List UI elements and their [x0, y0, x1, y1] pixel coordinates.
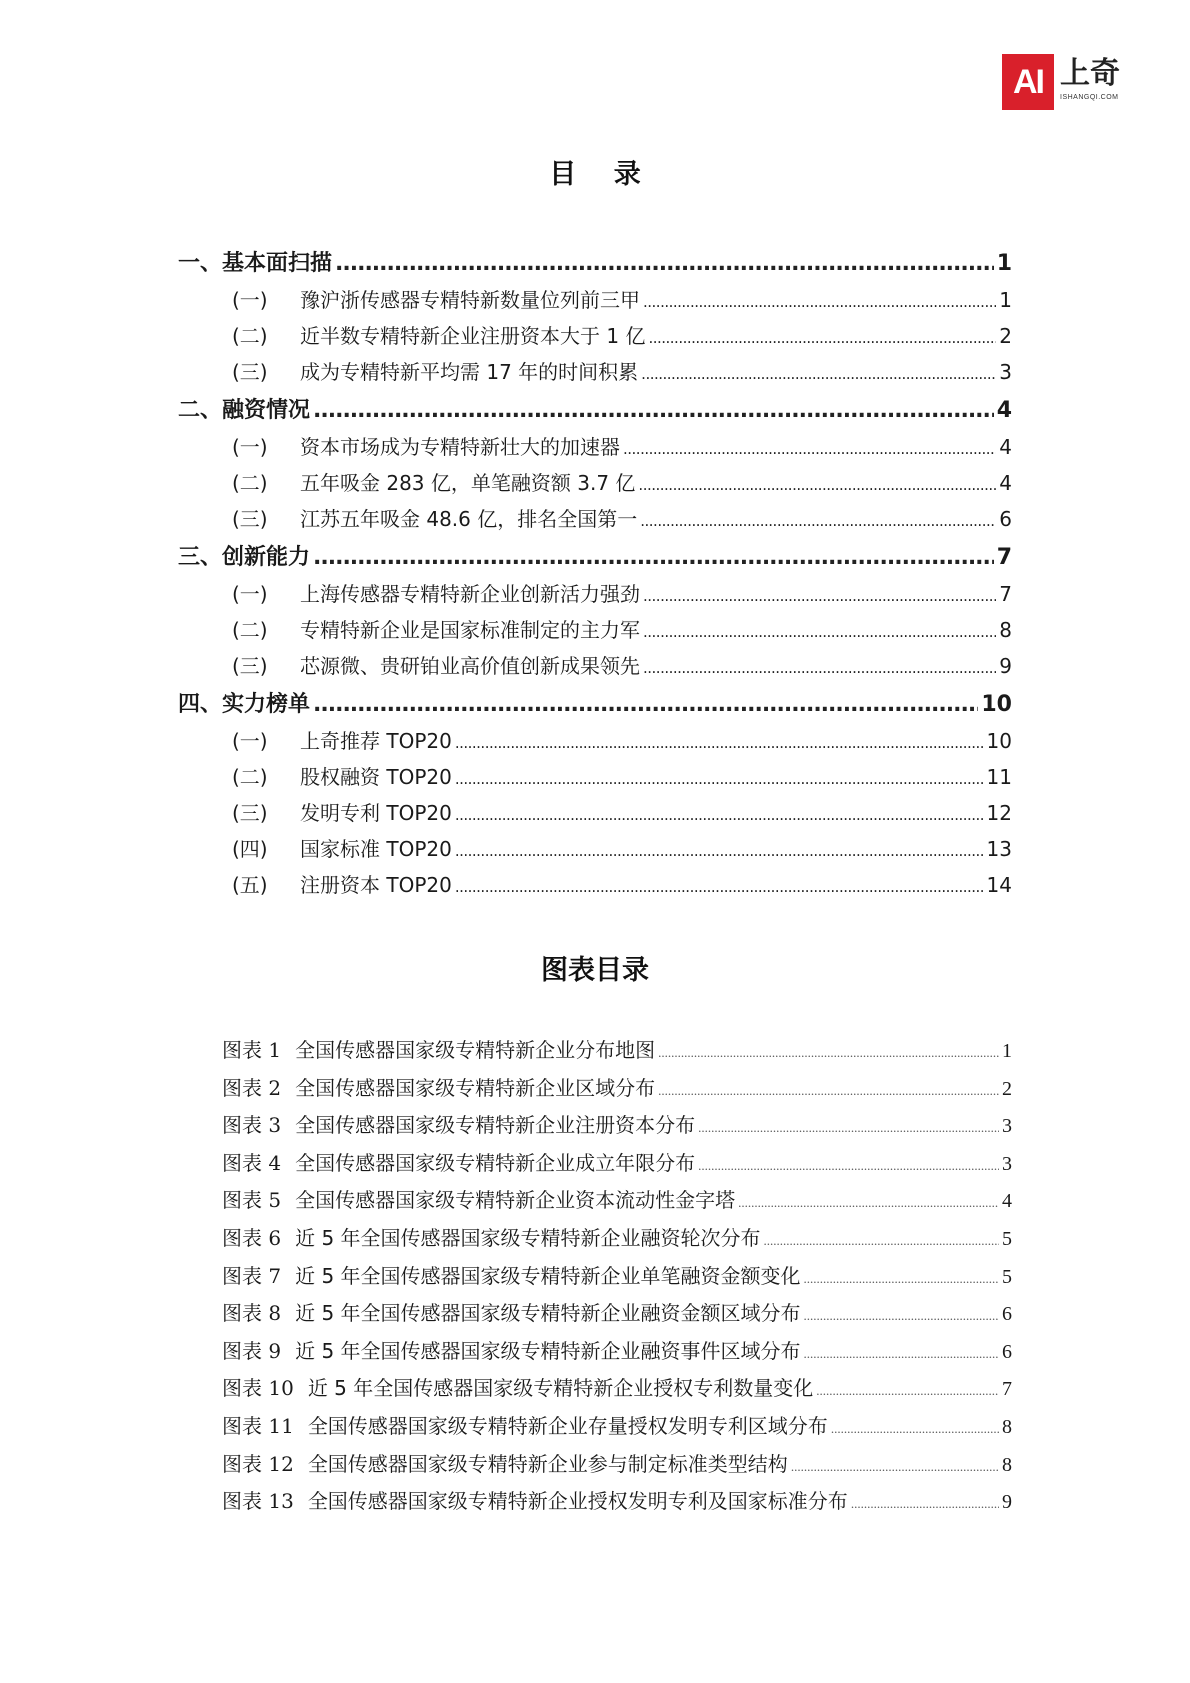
page-number: 4 — [999, 435, 1012, 459]
dot-leader — [455, 878, 984, 896]
toc-subsection-label — [232, 833, 452, 862]
toc-subsection-number: (一) — [232, 288, 268, 312]
toc-subsection-title: 成为专精特新平均需 17 年的时间积累 — [300, 360, 639, 384]
toc-subsection-number: (一) — [232, 729, 268, 753]
toc-section-title: 三、创新能力 — [178, 545, 311, 570]
dot-leader — [851, 1496, 999, 1512]
figure-number: 图表 10 — [222, 1376, 294, 1401]
toc-subsection-title: 豫沪浙传感器专精特新数量位列前三甲 — [300, 288, 640, 312]
dot-leader — [313, 398, 994, 423]
figure-link[interactable] — [222, 1372, 1012, 1408]
page-number: 8 — [1002, 1453, 1012, 1476]
figure-title: 全国传感器国家级专精特新企业存量授权发明专利区域分布 — [307, 1414, 828, 1438]
figure-number: 图表 7 — [222, 1263, 282, 1288]
figure-number: 图表 12 — [222, 1451, 294, 1476]
dot-leader — [764, 1233, 999, 1249]
toc-subsection-label — [232, 614, 640, 643]
toc-subsection-label — [232, 797, 452, 826]
figure-link[interactable] — [222, 1297, 1012, 1333]
toc-subsection-number: (三) — [232, 360, 268, 384]
toc-subsection-label — [232, 578, 640, 607]
toc-subsection-number: (五) — [232, 873, 268, 897]
toc-subsection-link[interactable] — [232, 797, 1012, 833]
figure-link[interactable] — [222, 1184, 1012, 1220]
figure-number: 图表 6 — [222, 1226, 282, 1250]
dot-leader — [623, 440, 996, 458]
page-number: 6 — [1002, 1303, 1012, 1326]
toc-subsection-label — [232, 503, 637, 532]
toc-subsection-title: 专精特新企业是国家标准制定的主力军 — [300, 618, 640, 642]
toc-subsection-number: (二) — [232, 324, 268, 348]
page-number: 10 — [981, 692, 1012, 717]
figure-label — [222, 1410, 828, 1439]
page-number: 7 — [999, 582, 1012, 606]
dot-leader — [698, 1120, 999, 1136]
figure-label — [222, 1109, 695, 1138]
page-number: 10 — [986, 729, 1012, 753]
figure-title: 近 5 年全国传感器国家级专精特新企业授权专利数量变化 — [307, 1376, 814, 1401]
figure-label — [222, 1072, 655, 1101]
page-number: 1 — [999, 288, 1012, 312]
dot-leader — [804, 1271, 999, 1287]
dot-leader — [658, 1083, 999, 1099]
figure-link[interactable] — [222, 1335, 1012, 1371]
toc-subsection-title: 国家标准 TOP20 — [300, 837, 452, 861]
dot-leader — [643, 587, 996, 605]
figure-title: 全国传感器国家级专精特新企业资本流动性金字塔 — [295, 1188, 736, 1213]
figure-title: 全国传感器国家级专精特新企业成立年限分布 — [295, 1150, 696, 1175]
page-number: 3 — [1002, 1152, 1012, 1175]
figure-link[interactable] — [222, 1109, 1012, 1145]
toc-subsection-label — [232, 725, 452, 754]
figure-link[interactable] — [222, 1485, 1012, 1521]
page-number: 6 — [999, 507, 1012, 531]
page-number: 1 — [996, 251, 1012, 276]
page-number: 7 — [1002, 1378, 1012, 1401]
toc-subsection-title: 注册资本 TOP20 — [300, 873, 452, 897]
brand-logo — [1002, 54, 1122, 110]
dot-leader — [641, 365, 996, 383]
dot-leader — [804, 1346, 999, 1362]
figure-label — [222, 1222, 761, 1251]
toc-subsection-number: (二) — [232, 618, 268, 642]
toc-subsection-title: 上奇推荐 TOP20 — [300, 729, 452, 753]
figure-title: 近 5 年全国传感器国家级专精特新企业融资金额区域分布 — [295, 1301, 801, 1326]
figure-label — [222, 1485, 848, 1514]
dot-leader — [455, 734, 984, 752]
figure-number: 图表 1 — [222, 1038, 282, 1062]
figure-title: 近 5 年全国传感器国家级专精特新企业单笔融资金额变化 — [295, 1263, 801, 1288]
toc-subsection-label — [232, 320, 645, 349]
figure-number: 图表 4 — [222, 1150, 282, 1175]
toc-subsection-link[interactable] — [232, 578, 1012, 614]
dot-leader — [643, 623, 996, 641]
toc-section-link[interactable] — [178, 246, 1012, 284]
page-number: 9 — [999, 654, 1012, 678]
toc-subsection-link[interactable] — [232, 356, 1012, 392]
figure-label — [222, 1448, 788, 1477]
figure-number: 图表 5 — [222, 1188, 282, 1213]
toc-subsection-label — [232, 650, 640, 679]
dot-leader — [698, 1158, 999, 1174]
figure-label — [222, 1372, 813, 1401]
toc-subsection-number: (四) — [232, 837, 268, 861]
dot-leader — [455, 842, 984, 860]
toc-subsection-label — [232, 431, 620, 460]
page-number: 14 — [986, 873, 1012, 897]
figure-label — [222, 1147, 695, 1176]
page-number: 4 — [1002, 1190, 1012, 1213]
toc-subsection-number: (三) — [232, 507, 268, 531]
toc-subsection-link[interactable] — [232, 467, 1012, 503]
toc-subsection-number: (一) — [232, 435, 268, 459]
toc-subsection-label — [232, 761, 452, 790]
figure-title: 全国传感器国家级专精特新企业授权发明专利及国家标准分布 — [307, 1489, 848, 1514]
dot-leader — [648, 329, 996, 347]
dot-leader — [643, 659, 996, 677]
figure-title: 近 5 年全国传感器国家级专精特新企业融资轮次分布 — [295, 1226, 761, 1250]
toc-subsection-title: 上海传感器专精特新企业创新活力强劲 — [300, 582, 640, 606]
toc-subsection-label — [232, 356, 638, 385]
page-number: 1 — [1002, 1040, 1012, 1062]
toc-section-link[interactable] — [178, 393, 1012, 431]
figure-link[interactable] — [222, 1222, 1012, 1258]
page-number: 6 — [1002, 1340, 1012, 1363]
page-number: 2 — [999, 324, 1012, 348]
page-number: 5 — [1002, 1228, 1012, 1250]
toc-subsection-title: 芯源微、贵研铂业高价值创新成果领先 — [300, 654, 640, 678]
logo-name: 上奇 — [1060, 56, 1120, 91]
dot-leader — [831, 1421, 999, 1437]
figure-label — [222, 1184, 735, 1213]
page-number: 8 — [999, 618, 1012, 642]
dot-leader — [738, 1195, 999, 1211]
figure-link[interactable] — [222, 1072, 1012, 1108]
toc-subsection-label — [232, 467, 635, 496]
toc-subsection-link[interactable] — [232, 650, 1012, 686]
toc-subsection-title: 资本市场成为专精特新壮大的加速器 — [300, 435, 620, 459]
figure-number: 图表 3 — [222, 1113, 282, 1138]
toc-subsection-label — [232, 284, 640, 313]
figure-label — [222, 1260, 801, 1289]
figure-link[interactable] — [222, 1034, 1012, 1070]
dot-leader — [313, 545, 994, 570]
figure-label — [222, 1297, 801, 1326]
toc-subsection-link[interactable] — [232, 761, 1012, 797]
toc-subsection-link[interactable] — [232, 833, 1012, 869]
figure-link[interactable] — [222, 1147, 1012, 1183]
toc-subsection-title: 五年吸金 283 亿，单笔融资额 3.7 亿 — [300, 471, 636, 495]
toc-subsection-link[interactable] — [232, 320, 1012, 356]
page-number: 13 — [986, 837, 1012, 861]
toc-subsection-link[interactable] — [232, 869, 1012, 905]
toc-section-title: 一、基本面扫描 — [178, 251, 333, 276]
dot-leader — [335, 251, 994, 276]
figure-label — [222, 1034, 655, 1063]
figure-link[interactable] — [222, 1410, 1012, 1446]
page-number: 7 — [996, 545, 1012, 570]
logo-mark: AI — [1002, 54, 1054, 110]
toc-subsection-number: (三) — [232, 654, 268, 678]
toc-section-title: 四、实力榜单 — [178, 692, 311, 717]
toc-section-link[interactable] — [178, 687, 1012, 725]
figure-title: 近 5 年全国传感器国家级专精特新企业融资事件区域分布 — [295, 1338, 801, 1363]
dot-leader — [658, 1045, 999, 1061]
toc-subsection-link[interactable] — [232, 503, 1012, 539]
toc-subsection-number: (一) — [232, 582, 268, 606]
toc-subsection-number: (二) — [232, 765, 268, 789]
toc-section-link[interactable] — [178, 540, 1012, 578]
toc-subsection-link[interactable] — [232, 725, 1012, 761]
figure-list-title: 图表目录 — [541, 955, 649, 986]
figure-number: 图表 9 — [222, 1338, 282, 1363]
dot-leader — [816, 1383, 999, 1399]
toc-subsection-title: 江苏五年吸金 48.6 亿，排名全国第一 — [300, 507, 638, 531]
figure-link[interactable] — [222, 1260, 1012, 1296]
toc-subsection-label — [232, 869, 452, 898]
page-number: 2 — [1002, 1077, 1012, 1100]
page-number: 5 — [1002, 1265, 1012, 1288]
figure-number: 图表 13 — [222, 1489, 294, 1514]
toc-subsection-title: 近半数专精特新企业注册资本大于 1 亿 — [300, 324, 646, 348]
dot-leader — [638, 476, 996, 494]
page-number: 11 — [986, 765, 1012, 789]
figure-label — [222, 1335, 801, 1364]
dot-leader — [643, 293, 996, 311]
dot-leader — [455, 806, 984, 824]
toc-subsection-link[interactable] — [232, 431, 1012, 467]
dot-leader — [804, 1308, 999, 1324]
toc-subsection-number: (二) — [232, 471, 268, 495]
page-number: 4 — [996, 398, 1012, 423]
toc-section-title: 二、融资情况 — [178, 398, 311, 423]
dot-leader — [640, 512, 996, 530]
figure-title: 全国传感器国家级专精特新企业分布地图 — [295, 1038, 656, 1062]
page-number: 12 — [986, 801, 1012, 825]
figure-number: 图表 2 — [222, 1075, 282, 1100]
figure-title: 全国传感器国家级专精特新企业参与制定标准类型结构 — [307, 1451, 788, 1476]
dot-leader — [455, 770, 984, 788]
toc-title: 目 录 — [549, 159, 655, 190]
page-number: 3 — [999, 360, 1012, 384]
toc-subsection-number: (三) — [232, 801, 268, 825]
figure-link[interactable] — [222, 1448, 1012, 1484]
toc-subsection-title: 股权融资 TOP20 — [300, 765, 452, 789]
logo-domain: ISHANGQI.COM — [1060, 94, 1119, 101]
figure-number: 图表 8 — [222, 1301, 282, 1326]
figure-title: 全国传感器国家级专精特新企业区域分布 — [295, 1075, 656, 1100]
figure-number: 图表 11 — [222, 1414, 294, 1438]
toc-subsection-title: 发明专利 TOP20 — [300, 801, 452, 825]
toc-subsection-link[interactable] — [232, 614, 1012, 650]
figure-title: 全国传感器国家级专精特新企业注册资本分布 — [295, 1113, 696, 1138]
page-number: 4 — [999, 471, 1012, 495]
page-number: 8 — [1002, 1416, 1012, 1438]
page-number: 3 — [1002, 1115, 1012, 1138]
dot-leader — [313, 692, 978, 717]
page-number: 9 — [1002, 1491, 1012, 1514]
dot-leader — [791, 1459, 999, 1475]
toc-subsection-link[interactable] — [232, 284, 1012, 320]
